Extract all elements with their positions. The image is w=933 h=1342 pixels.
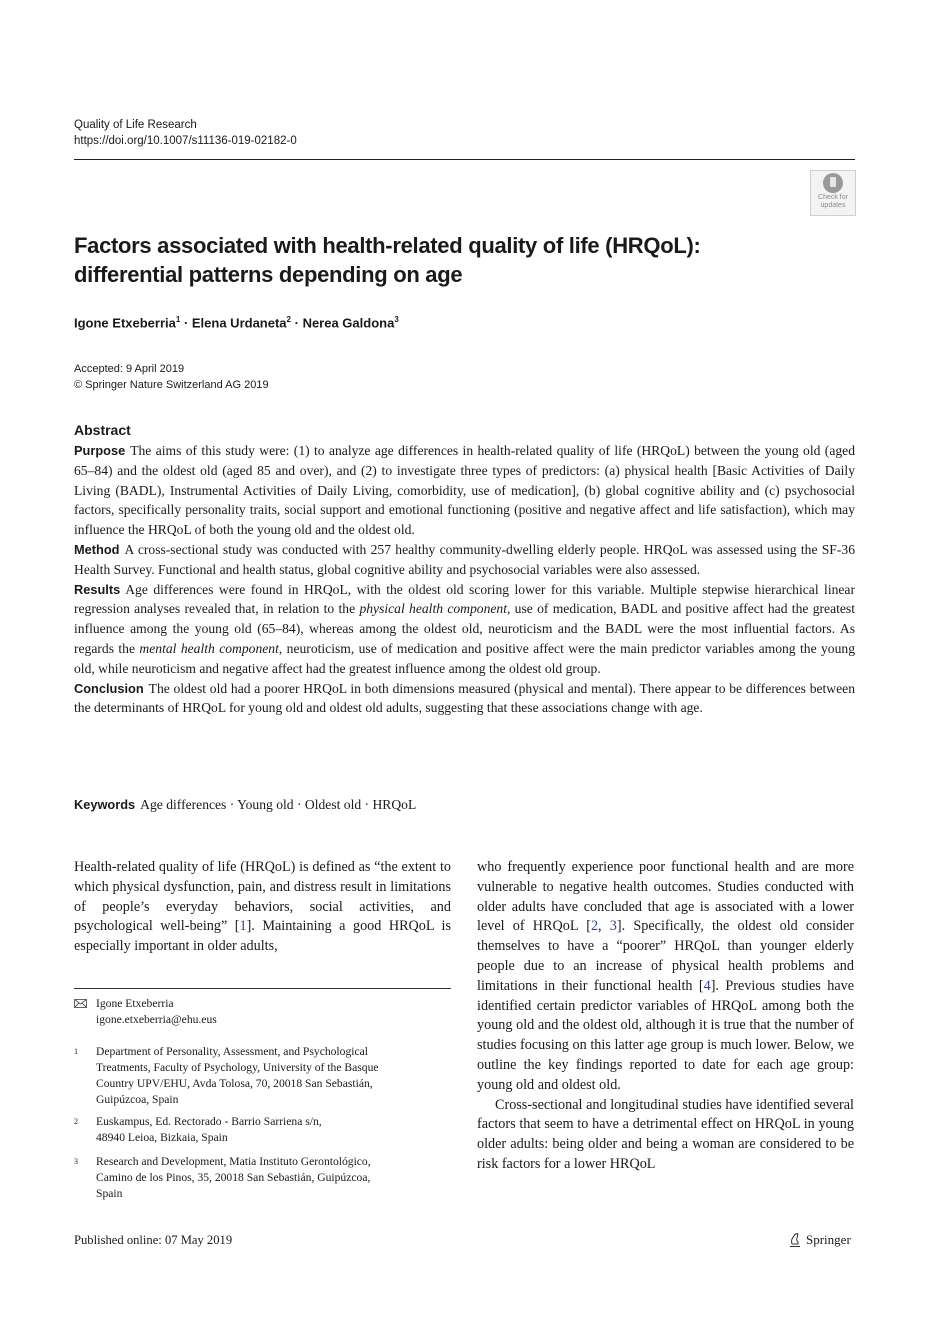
article-title	[74, 231, 794, 289]
abstract-conclusion	[74, 679, 855, 719]
citation-link[interactable]: 3	[609, 918, 617, 935]
affiliation-line: Research and Development, Matia Instituto Gerontológico,	[96, 1155, 371, 1168]
author-name[interactable]: Elena Urdaneta	[191, 315, 287, 331]
bookmark-icon	[823, 173, 843, 193]
body-text: Health-related quality of life (HRQoL) is defined as “the extent to which physical dysfunction, pain, and distress result in limitations of people’s everyday behaviors, social activities, and psychological well-being” [	[74, 859, 451, 935]
affiliation-number: 2	[74, 1117, 78, 1126]
accepted-date: Accepted: 9 April 2019	[74, 363, 185, 375]
check-updates-line1: Check for	[818, 194, 848, 201]
citation-link[interactable]: 4	[703, 977, 711, 994]
method-text: A cross-sectional study was conducted with 257 healthy community-dwelling elderly people. HRQoL was assessed using the SF-36 Health Survey. Functional and health status, global cognitive ability and psychosocial variables were also assessed.	[74, 541, 855, 577]
author-name[interactable]: Nerea Galdona	[302, 315, 395, 331]
results-label: Results	[74, 581, 121, 597]
title-line-1: Factors associated with health-related quality of life (HRQoL):	[74, 233, 701, 258]
affiliation-number: 1	[74, 1047, 78, 1056]
article-dates	[74, 361, 269, 393]
keywords-list: Age differences · Young old · Oldest old · HRQoL	[140, 797, 417, 812]
results-text: , use of medication, BADL and positive affect had the greatest influence among the young old (65–84), whereas among the oldest old, neuroticism and the BADL were the most influential factors. As regards the	[74, 601, 855, 656]
body-column-right	[477, 858, 854, 1175]
publisher-name: Springer	[806, 1232, 851, 1247]
body-text: ]. Maintaining a good HRQoL is especially important in older adults,	[74, 918, 451, 955]
journal-name: Quality of Life Research	[74, 119, 197, 131]
body-paragraph	[74, 858, 451, 957]
affiliation-line: 48940 Leioa, Bizkaia, Spain	[96, 1131, 228, 1144]
check-for-updates-badge[interactable]	[810, 170, 856, 216]
doi-link[interactable]: https://doi.org/10.1007/s11136-019-02182-0	[74, 135, 297, 147]
body-text: who frequently experience poor functional health and are more vulnerable to negative health outcomes. Studies conducted with older adults have concluded that age is associated with a lower level of HRQoL [	[477, 859, 854, 935]
keywords-label: Keywords	[74, 797, 136, 812]
abstract-method	[74, 540, 855, 580]
check-updates-line2: updates	[820, 202, 846, 209]
purpose-text: The aims of this study were: (1) to analyze age differences in health-related quality of life (HRQoL) between the young old (aged 65–84) and the oldest old (aged 85 and over), and (2) to investigate three types of predictors: (a) physical health [Basic Activities of Daily Living (BADL), Instrumental Activities of Daily Living, comorbidity, use of medication], (b) global cognitive ability and (c) psychosocial factors, specifically personality traits, social support and emotional functioning (positive and negative affect and life satisfaction), which may influence the HRQoL of both the young old and the oldest old.	[74, 443, 855, 538]
author-list	[74, 315, 399, 330]
method-label: Method	[74, 541, 120, 557]
citation-link[interactable]: 2	[590, 918, 599, 935]
affiliation-number: 3	[74, 1157, 78, 1166]
abstract-purpose	[74, 441, 855, 540]
title-line-2: differential patterns depending on age	[74, 262, 463, 287]
citation-separator: ,	[598, 918, 610, 935]
copyright: © Springer Nature Switzerland AG 2019	[74, 379, 269, 391]
body-text: ]. Specifically, the oldest old consider themselves to have a “poorer” HRQoL than younger elderly people due to an increase of physical health problems and limitations in their functional health [	[477, 918, 855, 994]
published-online: Published online: 07 May 2019	[74, 1233, 233, 1247]
conclusion-label: Conclusion	[74, 680, 144, 696]
citation-link[interactable]: 1	[239, 918, 247, 935]
author-name[interactable]: Igone Etxeberria	[74, 315, 176, 331]
conclusion-text: The oldest old had a poorer HRQoL in both dimensions measured (physical and mental). There appear to be differences between the determinants of HRQoL for young old and oldest old adults, suggesting that these associations change with age.	[74, 680, 855, 716]
affiliation-line: Country UPV/EHU, Avda Tolosa, 70, 20018 San Sebastián,	[96, 1077, 373, 1090]
corresponding-email[interactable]: igone.etxeberria@ehu.eus	[96, 1013, 217, 1026]
body-paragraph	[477, 858, 854, 1096]
springer-logo	[788, 1232, 851, 1248]
affiliation-line: Spain	[96, 1187, 123, 1200]
author-affiliation: 2	[286, 315, 291, 324]
results-text: , neuroticism, use of medication and positive affect were the main predictor variables among the young old, while neuroticism and negative affect had the greatest influence among the oldest old group.	[74, 640, 855, 676]
author-affiliation: 3	[394, 315, 399, 324]
corresponding-name: Igone Etxeberria	[96, 997, 174, 1010]
body-column-left	[74, 858, 451, 957]
springer-horse-icon	[788, 1232, 802, 1248]
abstract-body	[74, 441, 855, 718]
affiliation-line: Department of Personality, Assessment, and Psychological	[96, 1045, 368, 1058]
abstract-heading: Abstract	[74, 422, 131, 438]
keywords	[74, 797, 855, 813]
results-emphasis: mental health component	[139, 640, 279, 656]
affiliation-line: Camino de los Pinos, 35, 20018 San Sebastián, Guipúzcoa,	[96, 1171, 371, 1184]
results-emphasis: physical health component	[359, 601, 507, 617]
affiliation-line: Euskampus, Ed. Rectorado - Barrio Sarriena s/n,	[96, 1115, 322, 1128]
purpose-label: Purpose	[74, 443, 126, 458]
footnote-rule	[74, 988, 451, 989]
body-paragraph: Cross-sectional and longitudinal studies have identified several factors that seem to have a detrimental effect on HRQoL in young older adults: being older and being a woman are considered to be risk factors for a lower HRQoL	[477, 1096, 854, 1172]
abstract-results	[74, 580, 855, 679]
header-rule	[74, 159, 855, 160]
envelope-icon	[74, 999, 87, 1008]
affiliation-line: Treatments, Faculty of Psychology, University of the Basque	[96, 1061, 379, 1074]
affiliation-line: Guipúzcoa, Spain	[96, 1093, 179, 1106]
journal-header	[74, 117, 297, 149]
author-affiliation: 1	[175, 315, 181, 324]
author-separator: ·	[291, 315, 303, 331]
results-text: Age differences were found in HRQoL, with the oldest old scoring lower for this variable. Multiple stepwise hierarchical linear regression analyses revealed that, in relation to the	[74, 581, 855, 617]
body-text: ]. Previous studies have identified certain predictor variables of HRQoL among both the young old and the oldest old, although it is true that the number of studies focusing on this latter age group is much lower. Below, we outline the key findings reported to date for each age group: young old and oldest old.	[477, 977, 855, 1093]
author-separator: ·	[180, 315, 192, 331]
